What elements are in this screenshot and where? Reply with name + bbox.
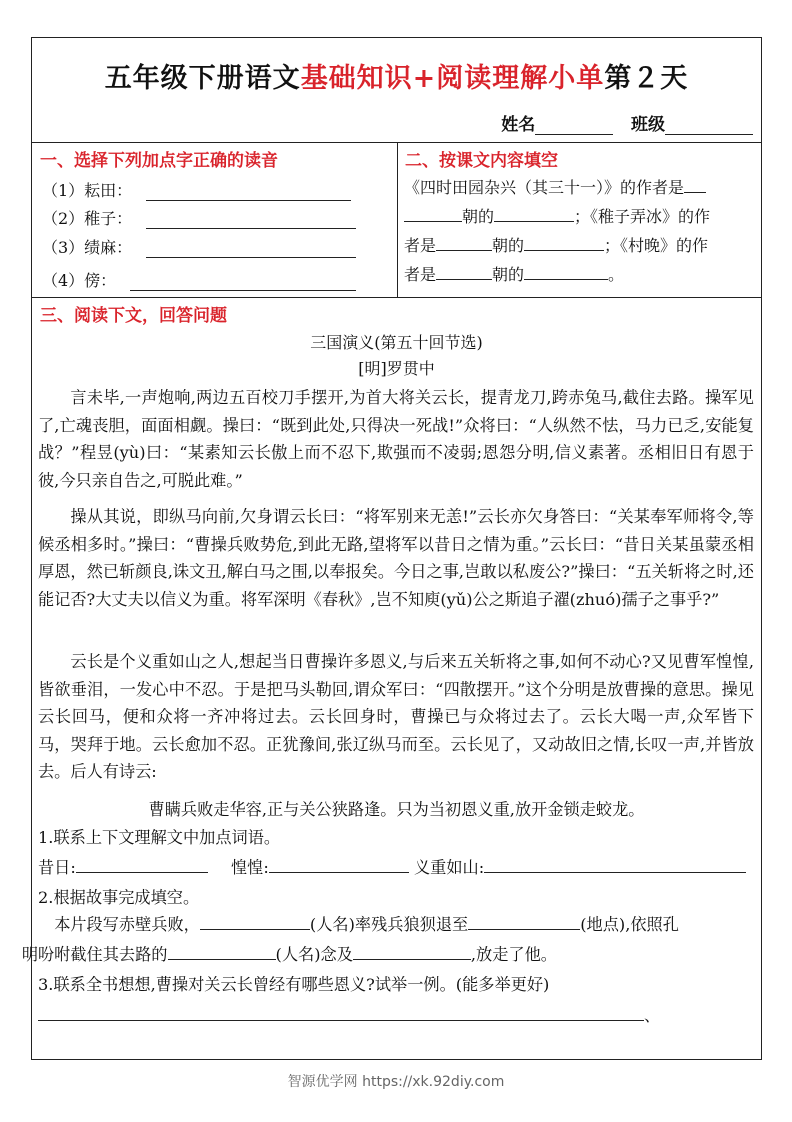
fill-text: ,放走了他。 [470, 945, 557, 964]
term-label: 惶惶: [231, 858, 269, 877]
article-title: 三国演义(第五十回节选) [310, 333, 483, 352]
blank-field[interactable] [436, 234, 492, 251]
blank-field[interactable] [404, 205, 462, 222]
question-2-fill [21, 910, 754, 970]
name-class-bar [501, 110, 753, 135]
divider [32, 297, 761, 298]
article-author: [明]罗贯中 [358, 359, 435, 378]
footer-watermark: 智源优学网 https://xk.92diy.com [287, 1074, 505, 1090]
class-label: 班级 [631, 115, 665, 135]
blank-field[interactable] [200, 913, 310, 930]
pinyin-item-label: （1）耘田： [42, 181, 133, 200]
name-label: 姓名 [501, 115, 536, 135]
pinyin-item-label: （4）傍： [42, 271, 117, 290]
blank-field[interactable] [436, 263, 492, 280]
title-part-2: 基础知识+阅读理解小单 [300, 63, 605, 94]
fill-text: 明吩咐截住其去路的 [21, 945, 168, 964]
question-1: 1.联系上下文理解文中加点词语。 [38, 828, 281, 847]
pinyin-item-4 [42, 268, 356, 291]
title-part-1: 五年级下册语文 [104, 63, 301, 94]
blank-field[interactable] [524, 263, 608, 280]
term-label: 昔日: [38, 858, 76, 877]
fill-text: (地点),依照孔 [580, 915, 679, 934]
blank-field[interactable] [684, 176, 706, 193]
blank-field[interactable] [353, 943, 471, 960]
term-label: 义重如山: [414, 858, 485, 877]
pinyin-item-label: （3）绩麻： [42, 238, 133, 257]
answer-field[interactable] [146, 239, 356, 258]
answer-field[interactable] [76, 856, 208, 873]
question-1-terms [38, 854, 746, 878]
section1-heading: 一、选择下列加点字正确的读音 [40, 151, 278, 171]
fill-text: (人名)率残兵狼狈退至 [309, 915, 469, 934]
article-paragraph-3: 云长是个义重如山之人,想起当日曹操许多恩义,与后来五关斩将之事,如何不动心?又见曹军惶惶,皆欲垂泪，一发心中不忍。于是把马头勒回,谓众军曰：“四散摆开。”这个分明是放曹操的意思。操见云长回马，便和众将一齐冲将过去。云长回身时，曹操已与众将过去了。云长大喝一声,众军皆下马，哭拜于地。云长愈加不忍。正犹豫间,张辽纵马而至。云长见了，又动故旧之情,长叹一声,并皆放去。后人有诗云: [38, 652, 754, 781]
blank-field[interactable] [168, 943, 276, 960]
fill-text: ；《村晚》的作 [604, 236, 709, 255]
fill-text: 者是 [404, 236, 437, 255]
answer-field[interactable] [484, 856, 746, 873]
fill-text: 《四时田园杂兴（其三十一）》的作者是 [404, 178, 685, 197]
fill-text: (人名)念及 [275, 945, 353, 964]
answer-field[interactable] [146, 210, 356, 229]
question-2: 2.根据故事完成填空。 [38, 888, 200, 907]
fill-text: ；《稚子弄冰》的作 [574, 207, 711, 226]
answer-field[interactable] [146, 182, 351, 201]
fill-text: 。 [608, 265, 625, 284]
section3-heading: 三、阅读下文，回答问题 [40, 306, 227, 326]
article-paragraph-1: 言未毕,一声炮响,两边五百校刀手摆开,为首大将关云长，提青龙刀,跨赤兔马,截住去路。操军见了,亡魂丧胆，面面相觑。操曰：“既到此处,只得决一死战!”众将曰：“人纵然不怯，马力已乏,安能复战？”程昱(yù)曰：“某素知云长傲上而不忍下,欺强而不凌弱;恩怨分明,信义素著。丞相旧日有恩于彼,今只亲自告之,可脱此难。” [38, 388, 754, 490]
pinyin-item-3 [42, 235, 356, 258]
answer-field[interactable] [130, 272, 356, 291]
name-field[interactable] [535, 116, 613, 135]
question-3-answer [38, 1002, 660, 1026]
fill-text: 朝的 [462, 207, 495, 226]
poem: 曹瞒兵败走华容,正与关公狭路逢。只为当初恩义重,放开金锁走蛟龙。 [148, 800, 645, 819]
article-paragraph-2: 操从其说，即纵马向前,欠身谓云长曰：“将军别来无恙!”云长亦欠身答曰：“关某奉军师将令,等候丞相多时。”操曰：“曹操兵败势危,到此无路,望将军以昔日之情为重。”云长曰：“昔日关某虽蒙丞相厚恩，然已斩颜良,诛文丑,解白马之围,以奉报矣。今日之事,岂敢以私废公?”操曰：“五关斩将之时,还能记否?大丈夫以信义为重。将军深明《春秋》,岂不知庾(yǔ)公之斯追子濯(zhuó)孺子之事乎?” [38, 507, 754, 609]
blank-field[interactable] [494, 205, 574, 222]
fill-text: 朝的 [492, 236, 525, 255]
blank-field[interactable] [524, 234, 604, 251]
fill-text: 、 [644, 1006, 661, 1025]
pinyin-item-label: （2）稚子： [42, 209, 133, 228]
section2-heading: 二、按课文内容填空 [405, 151, 558, 171]
fill-in-text [404, 173, 756, 289]
fill-text: 者是 [404, 265, 437, 284]
fill-text: 朝的 [492, 265, 525, 284]
fill-text: 本片段写赤壁兵败， [54, 915, 200, 934]
page-title [32, 56, 761, 95]
pinyin-item-2 [42, 206, 356, 229]
blank-field[interactable] [468, 913, 580, 930]
column-divider [397, 142, 398, 297]
answer-field[interactable] [269, 856, 409, 873]
class-field[interactable] [665, 116, 753, 135]
question-3: 3.联系全书想想,曹操对关云长曾经有哪些恩义?试举一例。(能多举更好) [38, 975, 550, 994]
pinyin-item-1 [42, 178, 351, 201]
worksheet [21, 37, 762, 1060]
answer-line[interactable] [38, 1004, 644, 1021]
title-part-3: 第２天 [604, 63, 689, 94]
